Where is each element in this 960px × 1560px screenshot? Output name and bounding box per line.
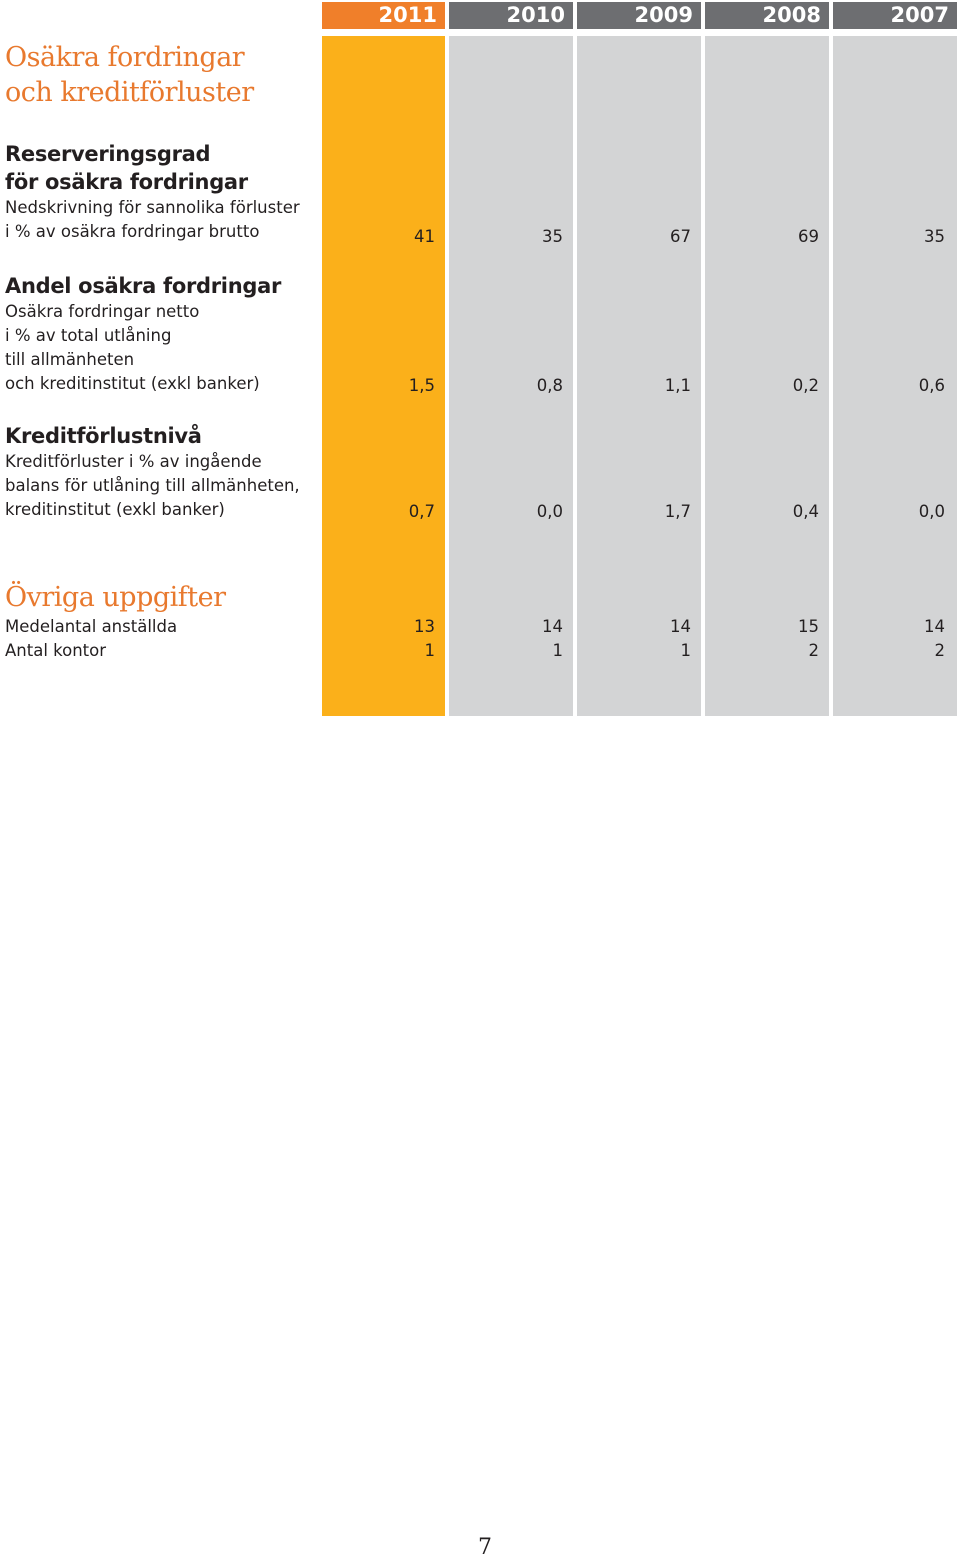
value-2009: 67 xyxy=(670,227,691,246)
section-heading-line: Reserveringsgrad xyxy=(5,142,211,166)
row-label-line: Osäkra fordringar netto xyxy=(5,302,200,321)
value-2009: 1 xyxy=(680,641,691,660)
value-2010: 0,8 xyxy=(536,376,563,395)
value-2007: 0,6 xyxy=(918,376,945,395)
value-2007: 2 xyxy=(934,641,945,660)
value-2009: 14 xyxy=(670,617,691,636)
value-2009: 1,1 xyxy=(664,376,691,395)
value-2010: 14 xyxy=(542,617,563,636)
other-info-title: Övriga uppgifter xyxy=(5,582,226,613)
page-title-line-2: och kreditförluster xyxy=(5,77,254,108)
row-label-offices: Antal kontor xyxy=(5,641,107,660)
value-2010: 35 xyxy=(542,227,563,246)
year-header-2007: 2007 xyxy=(833,2,957,29)
value-2011: 1 xyxy=(424,641,435,660)
value-2008: 15 xyxy=(798,617,819,636)
row-label-line: till allmänheten xyxy=(5,350,135,369)
row-label-line: balans för utlåning till allmänheten, xyxy=(5,476,300,495)
value-2010: 1 xyxy=(552,641,563,660)
value-2008: 2 xyxy=(808,641,819,660)
value-2007: 0,0 xyxy=(918,502,945,521)
value-2011: 1,5 xyxy=(408,376,435,395)
section-andel-osakra xyxy=(5,272,281,396)
value-2007: 35 xyxy=(924,227,945,246)
section-heading-line: Kreditförlustnivå xyxy=(5,424,202,448)
value-2011: 13 xyxy=(414,617,435,636)
value-2011: 0,7 xyxy=(408,502,435,521)
value-2007: 14 xyxy=(924,617,945,636)
value-2008: 0,4 xyxy=(792,502,819,521)
row-label-line: Kreditförluster i % av ingående xyxy=(5,452,262,471)
row-label-line: i % av osäkra fordringar brutto xyxy=(5,222,260,241)
row-label-line: Nedskrivning för sannolika förluster xyxy=(5,198,300,217)
row-label-line: kreditinstitut (exkl banker) xyxy=(5,500,225,519)
page-title-line-1: Osäkra fordringar xyxy=(5,42,245,73)
page-title xyxy=(5,40,254,110)
value-2010: 0,0 xyxy=(536,502,563,521)
value-2011: 41 xyxy=(414,227,435,246)
year-header-2010: 2010 xyxy=(449,2,573,29)
year-header-2009: 2009 xyxy=(577,2,701,29)
value-2009: 1,7 xyxy=(664,502,691,521)
section-kreditforlustniva xyxy=(5,422,300,522)
row-label-employees: Medelantal anställda xyxy=(5,617,178,636)
row-label-line: och kreditinstitut (exkl banker) xyxy=(5,374,260,393)
section-heading-line: för osäkra fordringar xyxy=(5,170,248,194)
section-heading-line: Andel osäkra fordringar xyxy=(5,274,282,298)
value-2008: 0,2 xyxy=(792,376,819,395)
page-number: 7 xyxy=(478,1535,492,1560)
value-2008: 69 xyxy=(798,227,819,246)
section-reserveringsgrad xyxy=(5,140,300,244)
year-header-2011: 2011 xyxy=(322,2,445,29)
year-header-2008: 2008 xyxy=(705,2,829,29)
row-label-line: i % av total utlåning xyxy=(5,326,172,345)
